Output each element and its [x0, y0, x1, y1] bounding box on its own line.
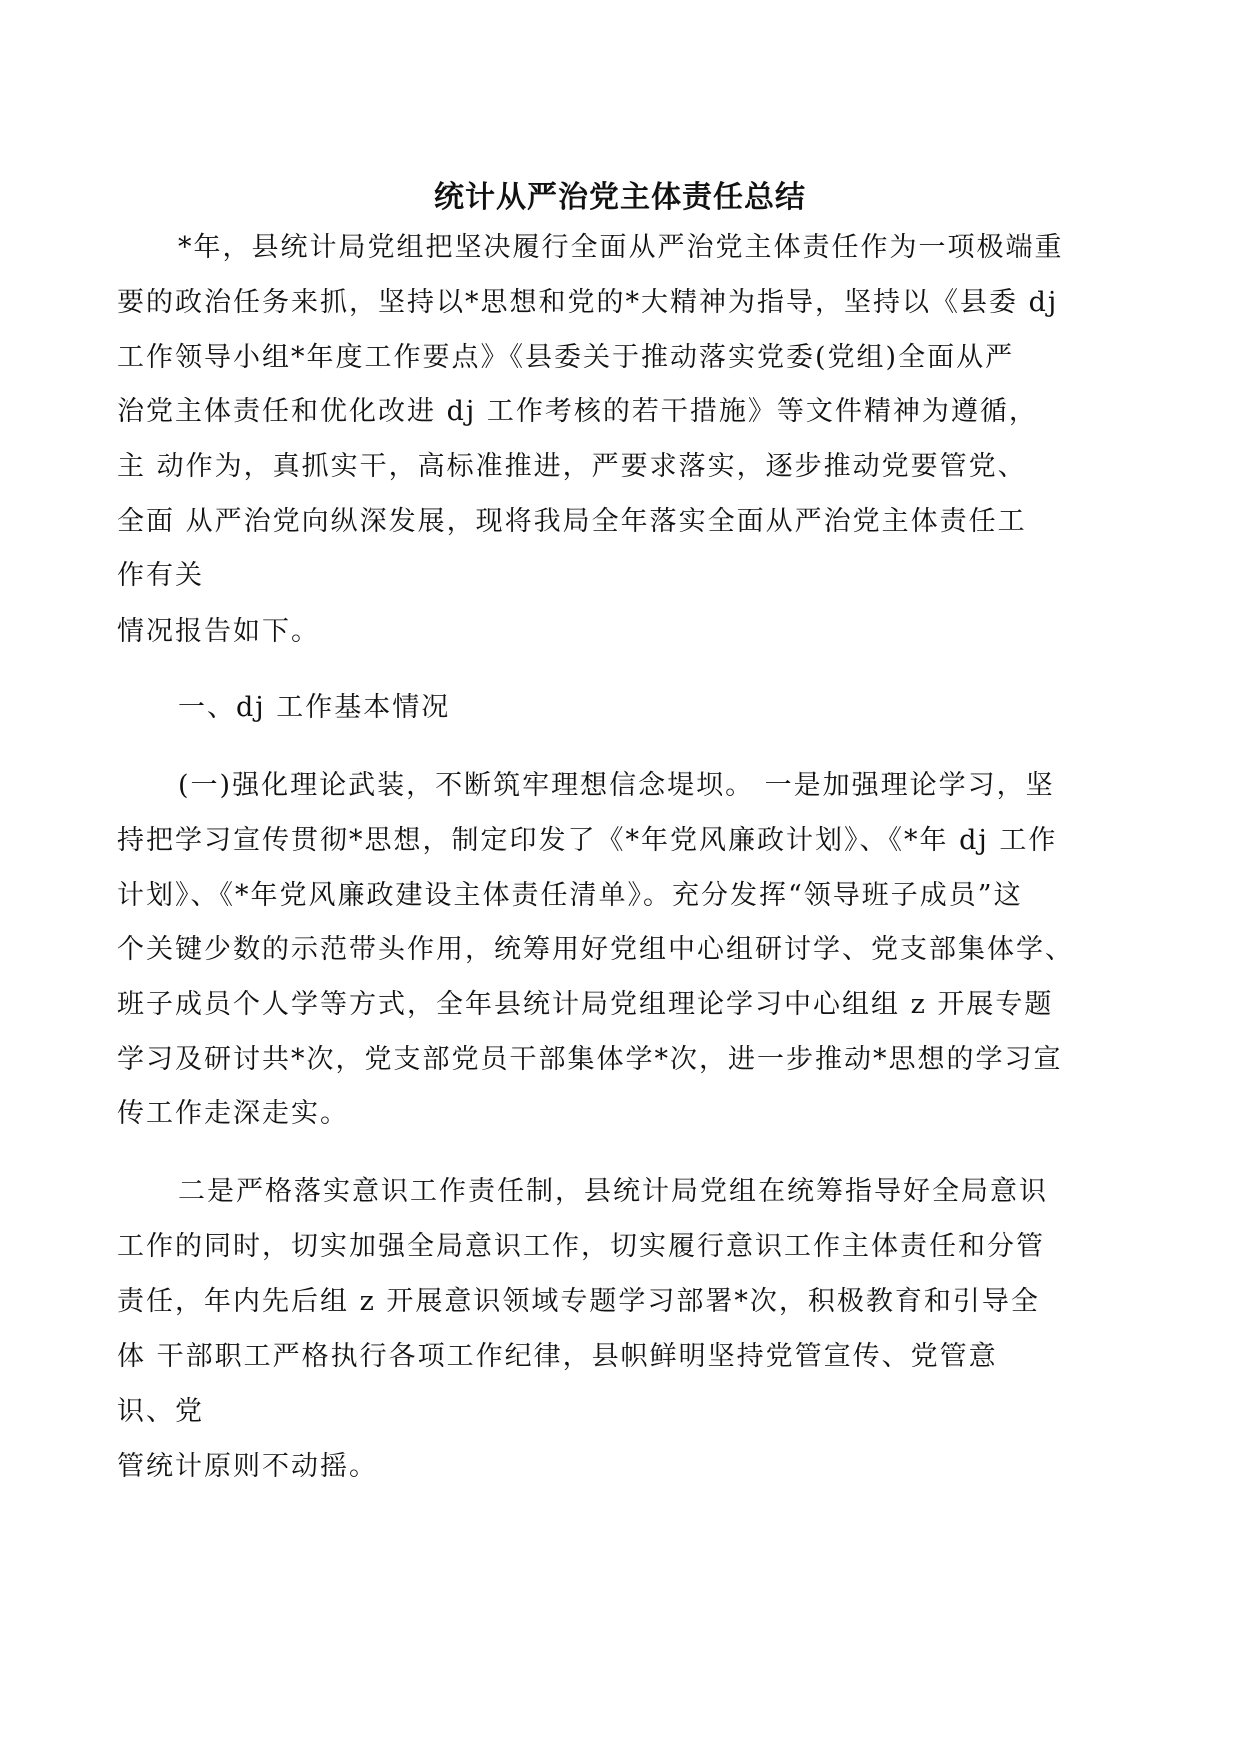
paragraph-line: 管统计原则不动摇。: [117, 1451, 378, 1482]
paragraph-line: 全面 从严治党向纵深发展，现将我局全年落实全面从严治党主体责任工: [117, 506, 1027, 537]
paragraph-line: 工作领导小组*年度工作要点》《县委关于推动落实党委(党组)全面从严: [117, 342, 1015, 373]
paragraph-line: 学习及研讨共*次，党支部党员干部集体学*次，进一步推动*思想的学习宣: [117, 1044, 1063, 1075]
paragraph-line: 体 干部职工严格执行各项工作纪律，县帜鲜明坚持党管宣传、党管意: [117, 1341, 998, 1372]
paragraph-line: 个关键少数的示范带头作用，统筹用好党组中心组研讨学、党支部集体学、: [117, 934, 1074, 965]
paragraph-line: 情况报告如下。: [117, 616, 320, 647]
paragraph-line: 工作的同时，切实加强全局意识工作，切实履行意识工作主体责任和分管: [117, 1231, 1045, 1262]
paragraph-line: 作有关: [117, 560, 204, 591]
paragraph-line: 传工作走深走实。: [117, 1098, 349, 1129]
paragraph-line: 要的政治任务来抓，坚持以*思想和党的*大精神为指导，坚持以《县委 dj: [117, 287, 1059, 318]
paragraph-line: 治党主体责任和优化改进 dj 工作考核的若干措施》等文件精神为遵循，: [117, 396, 1038, 427]
document-title: 统计从严治党主体责任总结: [434, 180, 806, 215]
paragraph-line: 识、党: [117, 1396, 204, 1427]
section-heading: 一、dj 工作基本情况: [178, 692, 451, 723]
paragraph-line: 主 动作为，真抓实干，高标准推进，严要求落实，逐步推动党要管党、: [117, 451, 1027, 482]
paragraph-line: *年，县统计局党组把坚决履行全面从严治党主体责任作为一项极端重: [178, 232, 1064, 263]
paragraph-line: 持把学习宣传贯彻*思想，制定印发了《*年党风廉政计划》、《*年 dj 工作: [117, 825, 1058, 856]
paragraph-line: 计划》、《*年党风廉政建设主体责任清单》。充分发挥“领导班子成员”这: [117, 880, 1023, 911]
paragraph-line: 责任，年内先后组 z 开展意识领域专题学习部署*次，积极教育和引导全: [117, 1286, 1040, 1317]
paragraph-line: 二是严格落实意识工作责任制，县统计局党组在统筹指导好全局意识: [178, 1176, 1048, 1207]
paragraph-line: (一)强化理论武装，不断筑牢理想信念堤坝。 一是加强理论学习，坚: [178, 770, 1055, 801]
paragraph-line: 班子成员个人学等方式，全年县统计局党组理论学习中心组组 z 开展专题: [117, 989, 1054, 1020]
